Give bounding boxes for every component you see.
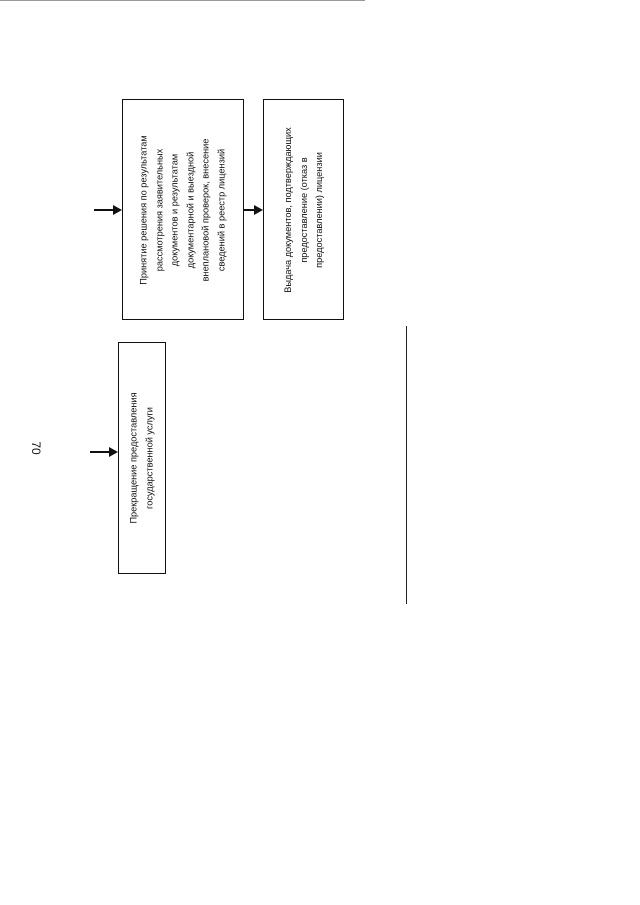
arrow-to-termination bbox=[90, 447, 118, 457]
termination-box bbox=[118, 342, 166, 574]
page-top-edge bbox=[0, 0, 365, 1]
page-number: 70 bbox=[29, 441, 43, 455]
issue-box-text: Выдача документов, подтверждающих предоставление (отказ в предоставлении) лицензии bbox=[282, 126, 324, 293]
signature-line bbox=[406, 326, 407, 604]
decision-box bbox=[122, 99, 244, 320]
termination-box-text: Прекращение предоставления государственной услуги bbox=[128, 392, 154, 524]
arrow-decision-to-issue bbox=[244, 205, 263, 215]
issue-box bbox=[263, 99, 344, 320]
arrow-to-decision bbox=[94, 205, 122, 215]
decision-box-text: Принятие решения по результатам рассмотрения заявительных документов и результатам документарной и выездной внеплановой проверок, внесение сведений в реестр лицензий bbox=[138, 134, 226, 285]
